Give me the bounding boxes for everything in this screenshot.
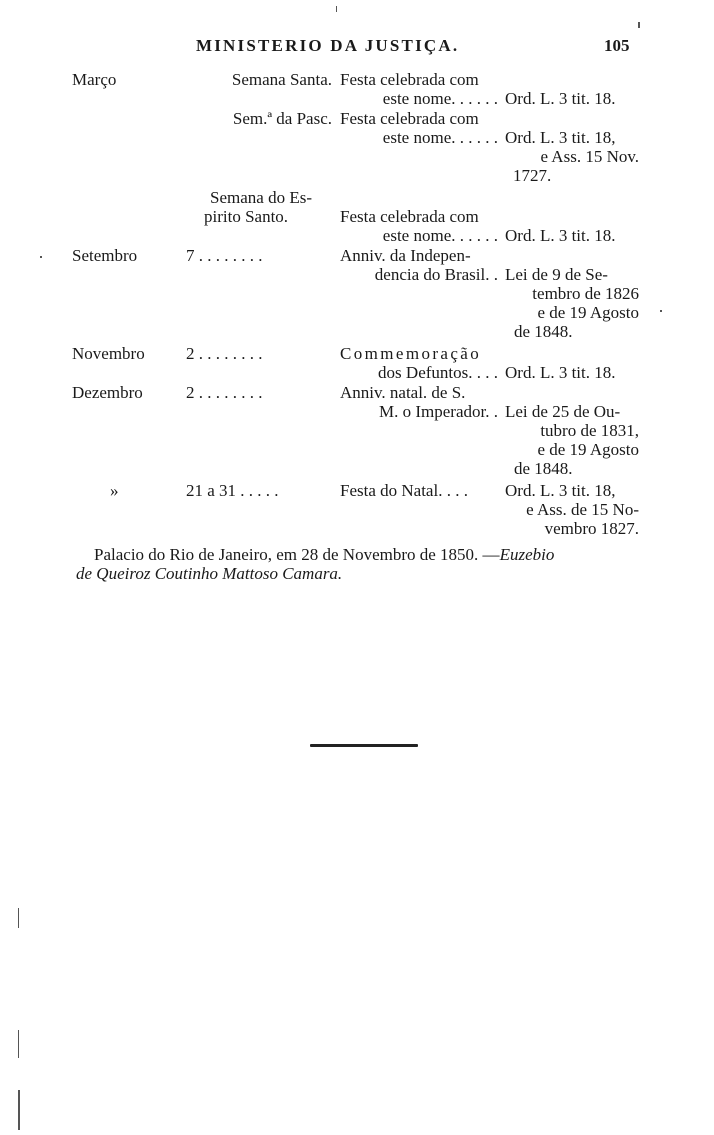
feast-description: Festa do Natal. . . . (340, 481, 468, 500)
signatory-full-name: de Queiroz Coutinho Mattoso Camara. (76, 564, 343, 583)
feast-description: Commemoração (340, 344, 482, 363)
scan-speck (638, 22, 640, 28)
feast-name: pirito Santo. (204, 207, 289, 226)
page-number: 105 (604, 36, 630, 55)
legal-reference: Lei de 9 de Se- (505, 265, 608, 284)
feast-description: este nome. . . . . . (382, 89, 498, 108)
month-label: Dezembro (72, 383, 143, 402)
closing-text: Palacio do Rio de Janeiro, em 28 de Novembro de 1850. — (94, 545, 500, 564)
legal-reference: tubro de 1831, (540, 421, 639, 440)
signatory-first-name: Euzebio (499, 545, 555, 564)
day-number: 7 . . . . . . . . (186, 246, 263, 265)
legal-reference: de 1848. (514, 459, 573, 478)
feast-name: Sem.ª da Pasc. (232, 109, 332, 128)
legal-reference: de 1848. (514, 322, 573, 341)
legal-reference: Lei de 25 de Ou- (505, 402, 621, 421)
legal-reference: Ord. L. 3 tit. 18. (505, 226, 616, 245)
day-range: 21 a 31 . . . . . (186, 481, 279, 500)
legal-reference: e Ass. 15 Nov. (540, 147, 639, 166)
scan-speck (18, 1090, 20, 1130)
feast-description: dos Defuntos. . . . (378, 363, 498, 382)
feast-description: Festa celebrada com (340, 70, 479, 89)
day-number: 2 . . . . . . . . (186, 383, 263, 402)
feast-description: M. o Imperador. . (379, 402, 498, 421)
feast-name: Semana do Es- (210, 188, 312, 207)
legal-reference: e de 19 Agosto (537, 440, 639, 459)
feast-description: Festa celebrada com (340, 109, 479, 128)
legal-reference: Ord. L. 3 tit. 18. (505, 363, 616, 382)
legal-reference: 1727. (513, 166, 552, 185)
running-header-title: MINISTERIO DA JUSTIÇA. (196, 36, 460, 55)
scan-speck (336, 6, 337, 12)
scan-speck (18, 1030, 19, 1058)
feast-description: Anniv. da Indepen- (340, 246, 471, 265)
feast-description: dencia do Brasil. . (374, 265, 498, 284)
scan-speck (18, 908, 19, 928)
feast-description: Festa celebrada com (340, 207, 479, 226)
closing-line (94, 545, 554, 564)
feast-description: este nome. . . . . . (382, 226, 498, 245)
month-label: Setembro (72, 246, 138, 265)
legal-reference: Ord. L. 3 tit. 18. (505, 89, 616, 108)
closing-line (76, 564, 342, 583)
legal-reference: tembro de 1826 (532, 284, 639, 303)
legal-reference: Ord. L. 3 tit. 18, (505, 128, 616, 147)
month-label: Março (72, 70, 117, 89)
legal-reference: e Ass. de 15 No- (526, 500, 639, 519)
feast-description: Anniv. natal. de S. (340, 383, 466, 402)
legal-reference: Ord. L. 3 tit. 18, (505, 481, 616, 500)
feast-name: Semana Santa. (231, 70, 332, 89)
legal-reference: vembro 1827. (544, 519, 639, 538)
day-number: 2 . . . . . . . . (186, 344, 263, 363)
ditto-mark: » (110, 481, 119, 500)
section-divider (310, 744, 418, 747)
feast-description: este nome. . . . . . (382, 128, 498, 147)
legal-reference: e de 19 Agosto (537, 303, 639, 322)
scan-speck (660, 310, 662, 312)
scan-speck (40, 256, 42, 258)
month-label: Novembro (72, 344, 145, 363)
